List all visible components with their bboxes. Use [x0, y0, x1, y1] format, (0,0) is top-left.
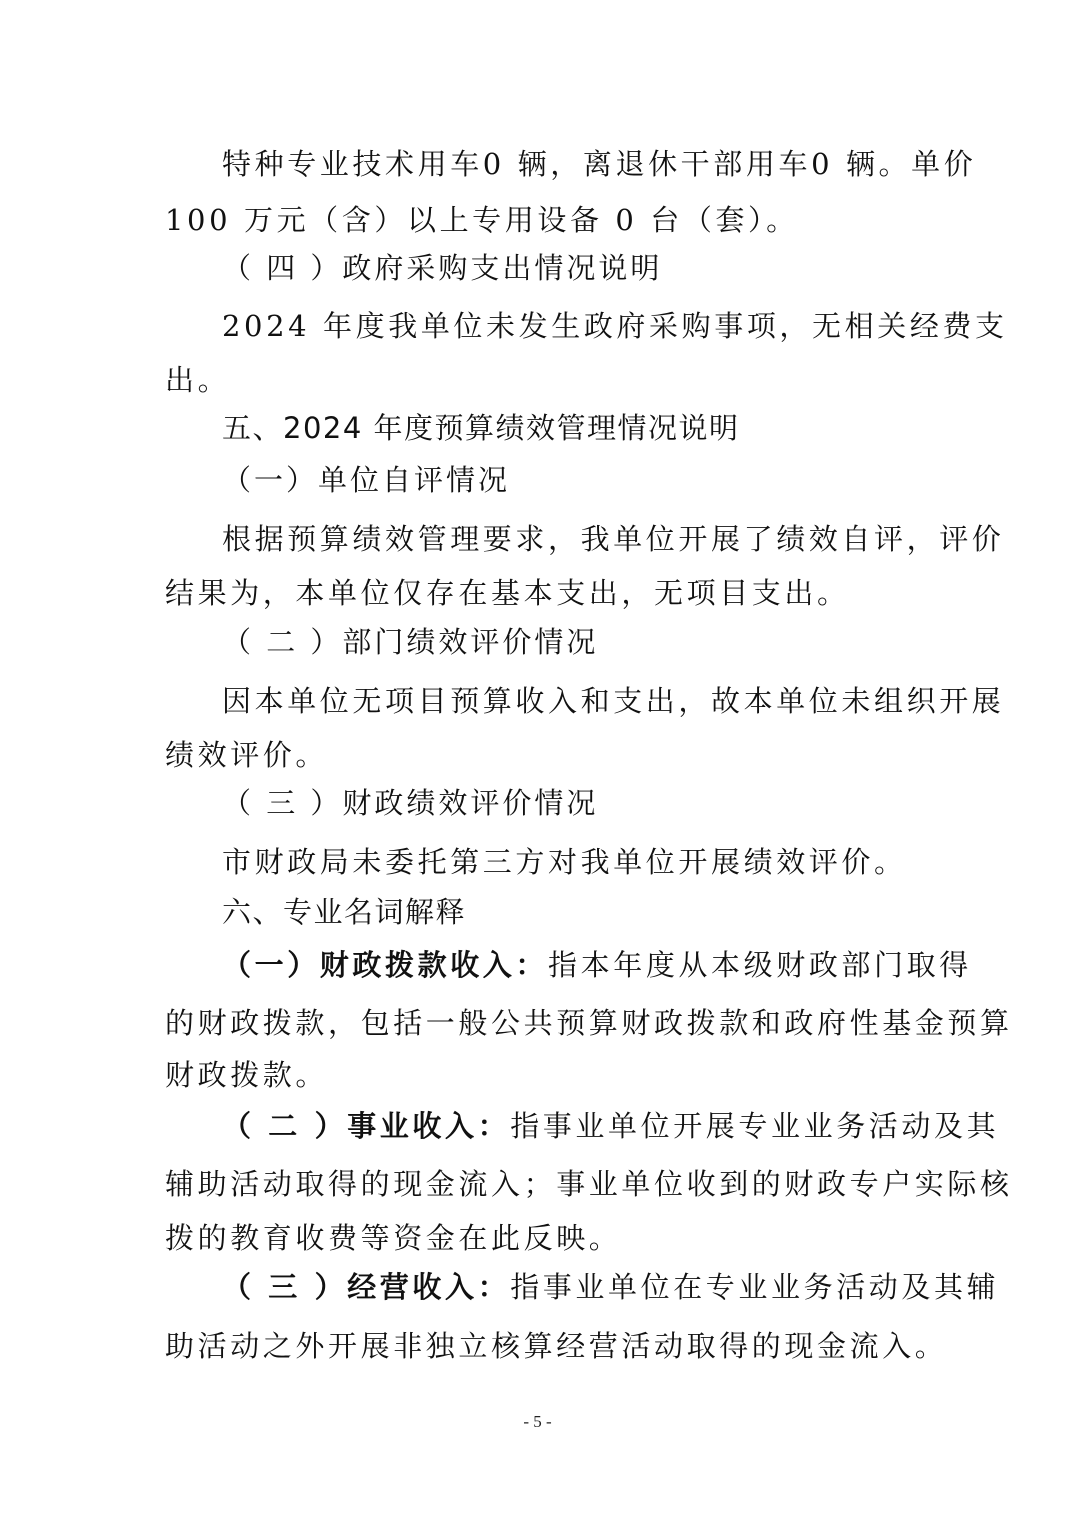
- term-text: 指事业单位开展专业业务活动及其: [510, 1109, 1000, 1143]
- paragraph-line: 市财政局未委托第三方对我单位开展绩效评价。: [222, 845, 907, 879]
- term-definition-line: [222, 1270, 999, 1304]
- subheading-self-evaluation: （一）单位自评情况: [222, 463, 511, 497]
- paragraph-line: 根据预算绩效管理要求，我单位开展了绩效自评，评价: [222, 522, 1005, 556]
- paragraph-line: 助活动之外开展非独立核算经营活动取得的现金流入。: [165, 1329, 948, 1363]
- paragraph-line: 100 万元（含）以上专用设备 0 台（套）。: [165, 203, 799, 237]
- term-label: （一）财政拨款收入：: [222, 948, 549, 982]
- subheading-department-evaluation: （ 二 ）部门绩效评价情况: [222, 625, 599, 659]
- paragraph-line: 结果为，本单位仅存在基本支出，无项目支出。: [165, 576, 850, 610]
- paragraph-line: 财政拨款。: [165, 1058, 329, 1092]
- section-heading-5: 五、2024 年度预算绩效管理情况说明: [222, 411, 740, 445]
- paragraph-line: 因本单位无项目预算收入和支出，故本单位未组织开展: [222, 684, 1005, 718]
- subheading-government-procurement: （ 四 ）政府采购支出情况说明: [222, 251, 663, 285]
- subheading-fiscal-evaluation: （ 三 ）财政绩效评价情况: [222, 786, 599, 820]
- term-definition-line: [222, 1109, 999, 1143]
- term-text: 指事业单位在专业业务活动及其辅: [510, 1270, 1000, 1304]
- term-definition-line: [222, 948, 972, 982]
- paragraph-line: 的财政拨款，包括一般公共预算财政拨款和政府性基金预算: [165, 1006, 1013, 1040]
- paragraph-line: 出。: [165, 363, 231, 397]
- paragraph-line: 辅助活动取得的现金流入；事业单位收到的财政专户实际核: [165, 1167, 1013, 1201]
- section-heading-6: 六、专业名词解释: [222, 895, 467, 929]
- term-text: 指本年度从本级财政部门取得: [548, 948, 972, 982]
- term-label: （ 三 ）经营收入：: [222, 1270, 511, 1304]
- term-label: （ 二 ）事业收入：: [222, 1109, 511, 1143]
- page-number: - 5 -: [523, 1412, 552, 1431]
- paragraph-line: 绩效评价。: [165, 738, 329, 772]
- paragraph-line: 特种专业技术用车0 辆，离退休干部用车0 辆。单价: [222, 147, 977, 181]
- paragraph-line: 拨的教育收费等资金在此反映。: [165, 1221, 622, 1255]
- paragraph-line: 2024 年度我单位未发生政府采购事项，无相关经费支: [222, 309, 1008, 343]
